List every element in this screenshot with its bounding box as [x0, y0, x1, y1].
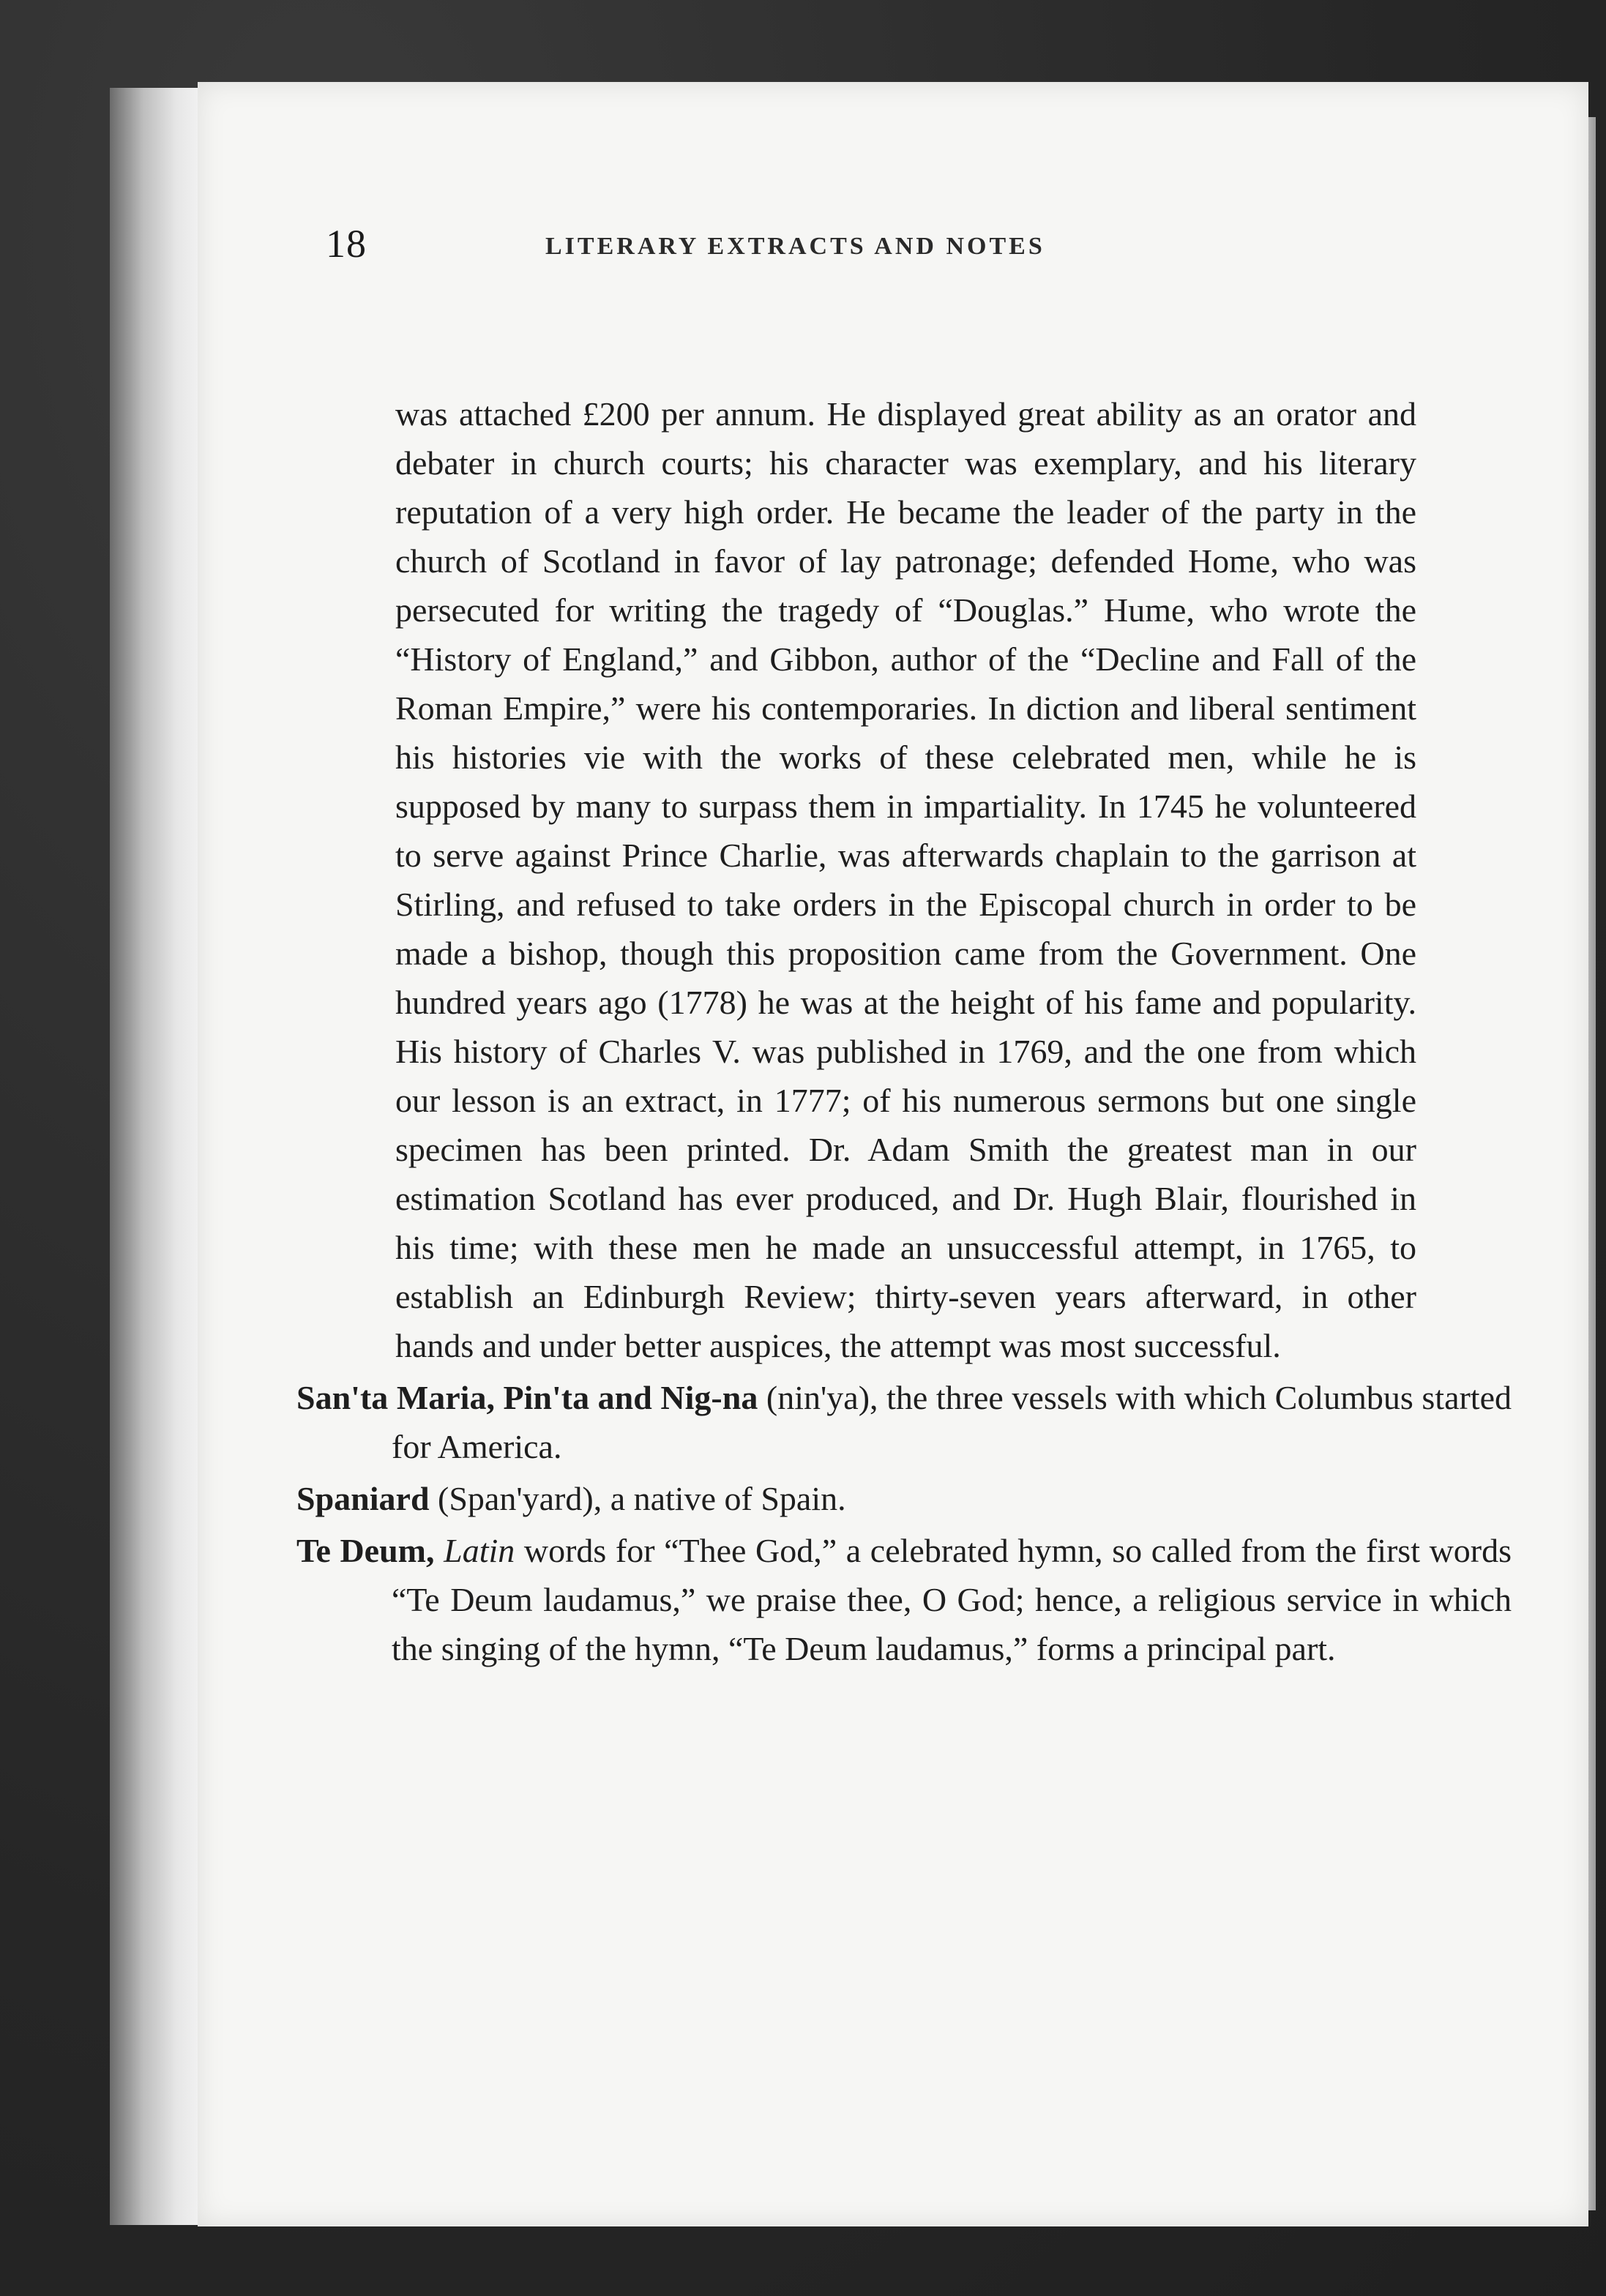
glossary-entry-te-deum [296, 1526, 1512, 1673]
glossary-term: Te Deum, [296, 1532, 435, 1569]
glossary-definition: (Span'yard), a native of Spain. [438, 1480, 846, 1517]
glossary-definition: (nin'ya), the three vessels with which Columbus started for America. [392, 1379, 1512, 1465]
book-binding [110, 88, 205, 2225]
glossary-entry-santa-maria [296, 1373, 1512, 1471]
running-head: LITERARY EXTRACTS AND NOTES [545, 233, 1045, 260]
continuation-paragraph: was attached £200 per annum. He displayed great ability as an orator and debater in church courts; his character was exemplary, and his literary reputation of a very high order. He became the leader of the party in the church of Scotland in favor of lay patronage; defended Home, who was persecuted for writing the tragedy of “Douglas.” Hume, who wrote the “History of England,” and Gibbon, author of the “Decline and Fall of the Roman Empire,” were his contemporaries. In diction and liberal sentiment his histories vie with the works of these celebrated men, while he is supposed by many to surpass them in impartiality. In 1745 he volunteered to serve against Prince Charlie, was afterwards chaplain to the garrison at Stirling, and refused to take orders in the Episcopal church in order to be made a bishop, though this proposition came from the Government. One hundred years ago (1778) he was at the height of his fame and popularity. His history of Charles V. was published in 1769, and the one from which our lesson is an extract, in 1777; of his numerous sermons but one single specimen has been printed. Dr. Adam Smith the greatest man in our estimation Scotland has ever produced, and Dr. Hugh Blair, flourished in his time; with these men he made an unsuccessful attempt, in 1765, to establish an Edinburgh Review; thirty-seven years afterward, in other hands and under better auspices, the attempt was most successful. [395, 395, 1416, 1364]
glossary-term: Spaniard [296, 1480, 430, 1517]
latin-label: Latin [444, 1532, 515, 1569]
book-page [198, 82, 1588, 2226]
body-text [198, 389, 1588, 1673]
page-number: 18 [326, 222, 367, 266]
glossary-term: San'ta Maria, Pin'ta and Nig-na [296, 1379, 758, 1416]
glossary-definition: words for “Thee God,” a celebrated hymn, so called from the first words “Te Deum laudamus,” we praise thee, O God; hence, a religious service in which the singing of the hymn, “Te Deum laudamus,” forms a principal part. [392, 1532, 1512, 1667]
page-header [198, 221, 1588, 280]
glossary-entry-spaniard [296, 1474, 1512, 1523]
